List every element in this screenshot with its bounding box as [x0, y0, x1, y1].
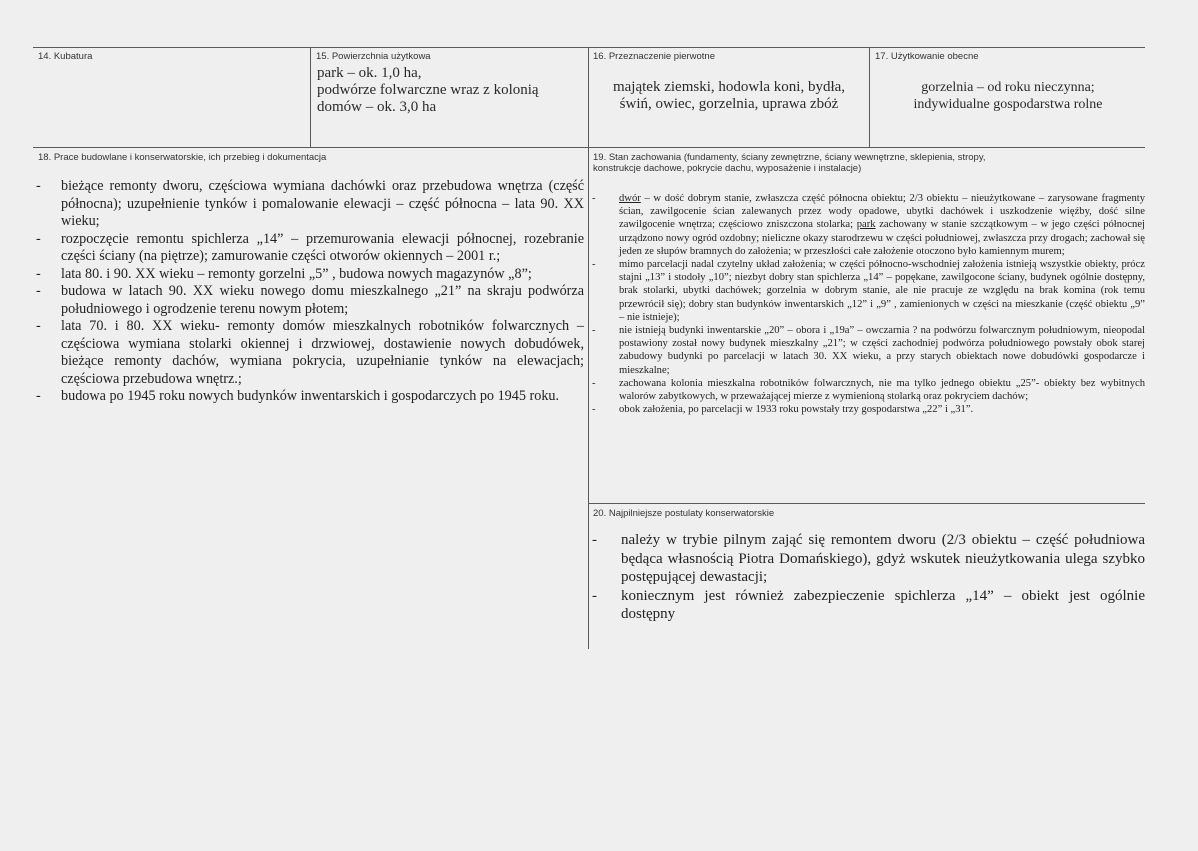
list-item-text: rozpoczęcie remontu spichlerza „14” – przemurowania elewacji północnej, rozebranie części ściany (na piętrze); zamurowanie części otworów okiennych – 2001 r.;: [61, 230, 584, 264]
list-item-text: bieżące remonty dworu, częściowa wymiana dachówki oraz przebudowa wnętrza (część północna); uzupełnienie tynków i pomalowanie elewacji – część północna – lata 90. XX wieku;: [61, 178, 584, 229]
list-item-text: koniecznym jest również zabezpieczenie spichlerza „14” – obiekt jest ogólnie dostępny: [621, 587, 1145, 623]
list-item-text: mimo parcelacji nadal czytelny układ założenia; w części północno-wschodniej założenia istnieją wszystkie obiekty, prócz stajni „13” i stodoły „10”; niezbyt dobry stan spichlerza „14” – popękane, zawilgocone ściany, budynek ogólnie dostępny, brak stolarki, ubytki dachówek; gorzelnia w dobrym stanie, ale nie pracuje ze względu na brak komina (rok temu przewrócił się); dobry stan budynków inwentarskich „12” i „9” , zamienionych w części na mieszkanie (część obiektu „9” – nie istnieje);: [619, 259, 1145, 323]
construction-works-list: [36, 178, 584, 406]
list-item: - dwór – w dość dobrym stanie, zwłaszcza część północna obiektu; 2/3 obiektu – nieużytkowane – zarysowane fragmenty ścian, zawilgocenie ścian zalewanych przez wody opadowe, ubytki dachówek i uszkodzenie więźby, dość silne zawilgocenie wnętrza; częściowo zniszczona stolarka; park zachowany w stanie szczątkowym – w jego części północnej urządzono nowy ogród ozdobny; nieliczne okazy starodrzewu w części południowej, zwłaszcza przy drogach; zachował się jeden ze słupów bramnych do założenia; w przeszłości całe założenie otoczono było kamiennym murem;: [592, 193, 1145, 257]
condition-label-line: 19. Stan zachowania (fundamenty, ściany zewnętrzne, ściany wewnętrzne, sklepienia, stropy,: [593, 152, 986, 163]
divider-16-17: [869, 47, 870, 147]
divider-14-15: [310, 47, 311, 147]
original-purpose-line: majątek ziemski, hodowla koni, bydła,: [612, 79, 846, 95]
list-item-text: budowa po 1945 roku nowych budynków inwentarskich i gospodarczych po 1945 roku.: [61, 388, 560, 404]
section-20-top-rule: [588, 503, 1145, 504]
divider-15-16: [588, 47, 589, 147]
list-item-text: budowa w latach 90. XX wieku nowego domu mieszkalnego „21” na skraju podwórza południowego i ogrodzenie terenu nowym płotem;: [61, 283, 584, 317]
original-purpose-line: świń, owiec, gorzelnia, uprawa zbóż: [619, 96, 839, 112]
usable-area-line: podwórze folwarczne wraz z kolonią: [317, 82, 539, 98]
top-rule: [33, 47, 1145, 48]
list-item: - obok założenia, po parcelacji w 1933 roku powstały trzy gospodarstwa „22” i „31”.: [592, 403, 1145, 416]
list-item-text: obok założenia, po parcelacji w 1933 roku powstały trzy gospodarstwa „22” i „31”.: [619, 404, 974, 416]
list-item: - budowa w latach 90. XX wieku nowego domu mieszkalnego „21” na skraju podwórza południowego i ogrodzenie terenu nowym płotem;: [36, 283, 584, 317]
condition-label: [593, 152, 986, 174]
list-item: - rozpoczęcie remontu spichlerza „14” – przemurowania elewacji północnej, rozebranie części ściany (na piętrze); zamurowanie części otworów okiennych – 2001 r.;: [36, 230, 584, 264]
usable-area-value: [317, 65, 582, 116]
park-term: park: [856, 219, 876, 231]
current-use-line: gorzelnia – od roku nieczynna;: [921, 80, 1095, 95]
list-item: - bieżące remonty dworu, częściowa wymiana dachówki oraz przebudowa wnętrza (część północna); uzupełnienie tynków i pomalowanie elewacji – część północna – lata 90. XX wieku;: [36, 178, 584, 229]
original-purpose-value: [590, 79, 868, 113]
header-row-bottom-rule: [33, 147, 1145, 148]
usable-area-line: domów – ok. 3,0 ha: [317, 99, 437, 115]
condition-list: [592, 192, 1145, 416]
list-item-text: lata 80. i 90. XX wieku – remonty gorzelni „5” , budowa nowych magazynów „8”;: [61, 265, 532, 282]
list-item-text: nie istnieją budynki inwentarskie „20” – obora i „19a” – owczarnia ? na podwórzu folwarcznym południowym, nieopodal postawiony został nowy budynek mieszkalny „21”; w części zachodniej podwórza południowego powstały obok starej zabudowy budynki po parcelacji w latach 30. XX wieku, a przy starych obiektach nowe dobudówki gospodarcze i mieszkalne;: [619, 325, 1145, 376]
list-item-text: dwór – w dość dobrym stanie, zwłaszcza część północna obiektu; 2/3 obiektu – nieużytkowane – zarysowane fragmenty ścian, zawilgocenie ścian zalewanych przez wody opadowe, ubytki dachówek i uszkodzenie więźby, dość silne zawilgocenie wnętrza; częściowo zniszczona stolarka; park zachowany w stanie szczątkowym – w jego części północnej urządzono nowy ogród ozdobny; nieliczne okazy starodrzewu w części południowej, zwłaszcza przy drogach; zachował się jeden ze słupów bramnych do założenia; w przeszłości całe założenie otoczono było kamiennym murem;: [619, 193, 1145, 257]
list-item: - zachowana kolonia mieszkalna robotników folwarcznych, nie ma tylko jednego obiektu „25”- obiekty bez wybitnych walorów zabytkowych, w przeważającej mierze z wymienioną stolarką oraz pokryciem dachów;: [592, 377, 1145, 403]
divider-18-19: [588, 147, 589, 649]
current-use-value: [871, 79, 1145, 113]
list-item: - nie istnieją budynki inwentarskie „20” – obora i „19a” – owczarnia ? na podwórzu folwarcznym południowym, nieopodal postawiony został nowy budynek mieszkalny „21”; w części zachodniej podwórza południowego powstały obok starej zabudowy budynki po parcelacji w latach 30. XX wieku, a przy starych obiektach nowe dobudówki gospodarcze i mieszkalne;: [592, 325, 1145, 376]
list-item: - należy w trybie pilnym zająć się remontem dworu (2/3 obiektu – część południowa będąca własnością Piotra Domańskiego), gdyż wskutek nieużytkowania ulega szybko postępującej dewastacji;: [592, 532, 1145, 586]
postulates-list: [592, 531, 1145, 624]
list-item-text: lata 70. i 80. XX wieku- remonty domów mieszkalnych robotników folwarcznych – częściowa wymiana stolarki okiennej i drzwiowej, dostawienie nowych dobudówek, bieżące remonty dachów, wymiana pokrycia, uzupełnianie tynków na elewacjach; częściowa przebudowa wnętrz.;: [61, 318, 584, 387]
cubature-label: 14. Kubatura: [38, 51, 93, 62]
list-item-text: należy w trybie pilnym zająć się remontem dworu (2/3 obiektu – część południowa będąca własnością Piotra Domańskiego), gdyż wskutek nieużytkowania ulega szybko postępującej dewastacji;: [621, 532, 1145, 586]
current-use-line: indywidualne gospodarstwa rolne: [913, 97, 1103, 112]
list-item: - koniecznym jest również zabezpieczenie spichlerza „14” – obiekt jest ogólnie dostępny: [592, 587, 1145, 623]
list-item-text: zachowana kolonia mieszkalna robotników folwarcznych, nie ma tylko jednego obiektu „25”- obiekty bez wybitnych walorów zabytkowych, w przeważającej mierze z wymienioną stolarką oraz pokryciem dachów;: [619, 377, 1145, 403]
list-item: - budowa po 1945 roku nowych budynków inwentarskich i gospodarczych po 1945 roku.: [36, 388, 584, 406]
list-item: - lata 80. i 90. XX wieku – remonty gorzelni „5” , budowa nowych magazynów „8”;: [36, 266, 584, 284]
construction-works-label: 18. Prace budowlane i konserwatorskie, ich przebieg i dokumentacja: [38, 152, 327, 163]
original-purpose-label: 16. Przeznaczenie pierwotne: [593, 51, 715, 62]
list-item: - lata 70. i 80. XX wieku- remonty domów mieszkalnych robotników folwarcznych – częściowa wymiana stolarki okiennej i drzwiowej, dostawienie nowych dobudówek, bieżące remonty dachów, wymiana pokrycia, uzupełnianie tynków na elewacjach; częściowa przebudowa wnętrz.;: [36, 318, 584, 387]
usable-area-line: park – ok. 1,0 ha,: [317, 65, 422, 81]
manor-term: dwór: [619, 193, 641, 204]
current-use-label: 17. Użytkowanie obecne: [875, 51, 979, 62]
postulates-label: 20. Najpilniejsze postulaty konserwatorskie: [593, 508, 775, 519]
usable-area-label: 15. Powierzchnia użytkowa: [316, 51, 431, 62]
condition-label-line: konstrukcje dachowe, pokrycie dachu, wyposażenie i instalacje): [593, 163, 862, 174]
list-item: - mimo parcelacji nadal czytelny układ założenia; w części północno-wschodniej założenia istnieją wszystkie obiekty, prócz stajni „13” i stodoły „10”; niezbyt dobry stan spichlerza „14” – popękane, zawilgocone ściany, budynek ogólnie dostępny, brak stolarki, ubytki dachówek; gorzelnia w dobrym stanie, ale nie pracuje ze względu na brak komina (rok temu przewrócił się); dobry stan budynków inwentarskich „12” i „9” , zamienionych w części na mieszkanie (część obiektu „9” – nie istnieje);: [592, 259, 1145, 323]
